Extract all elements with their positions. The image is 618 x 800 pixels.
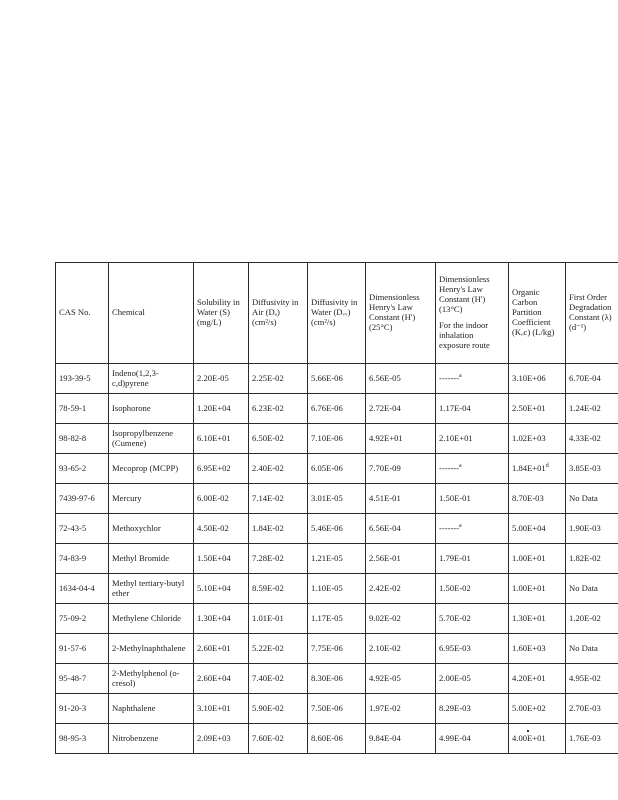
header-degradation: First Order Degradation Constant (λ) (d⁻¹)	[566, 263, 618, 364]
cell-henry-13c	[436, 544, 509, 574]
cell-diffusivity-air-value: 6.23E-02	[252, 402, 284, 413]
cell-cas	[56, 574, 109, 604]
cell-diffusivity-water	[308, 454, 366, 484]
cell-chemical-value: Methylene Chloride	[112, 612, 181, 623]
cell-chemical	[109, 724, 194, 754]
cell-koc	[509, 394, 566, 424]
cell-koc-value: 3.10E+06	[512, 372, 546, 383]
cell-diffusivity-air-value: 1.01E-01	[252, 612, 284, 623]
cell-henry-25c	[366, 424, 436, 454]
cell-chemical	[109, 454, 194, 484]
cell-cas	[56, 664, 109, 694]
cell-henry-25c	[366, 574, 436, 604]
cell-solubility-value: 6.95E+02	[197, 462, 231, 473]
cell-koc-value: 4.20E+01	[512, 672, 546, 683]
cell-diffusivity-water-value: 5.46E-06	[311, 522, 343, 533]
cell-cas	[56, 724, 109, 754]
cell-diffusivity-water	[308, 694, 366, 724]
table-row	[56, 454, 618, 484]
cell-chemical	[109, 544, 194, 574]
cell-degradation	[566, 364, 618, 394]
cell-solubility	[194, 394, 249, 424]
cell-koc-value: 1.84E+01	[512, 462, 546, 473]
cell-henry-13c	[436, 364, 509, 394]
header-koc: Organic Carbon Partition Coefficient (Kₒc) (L/kg)	[509, 263, 566, 364]
cell-diffusivity-water	[308, 604, 366, 634]
cell-henry-25c-value: 4.92E-05	[369, 672, 401, 683]
header-henry-13c-label: Dimensionless Henry's Law Constant (H') (13°C)	[439, 274, 490, 315]
cell-cas-value: 75-09-2	[59, 612, 87, 623]
cell-henry-13c-value: -------	[439, 522, 460, 533]
cell-koc-value: 8.70E-03	[512, 492, 544, 503]
cell-diffusivity-air	[249, 664, 308, 694]
cell-cas-value: 91-20-3	[59, 702, 87, 713]
footnote-marker: a	[459, 373, 462, 380]
cell-degradation-value: 3.85E-03	[569, 462, 601, 473]
cell-cas-value: 193-39-5	[59, 372, 91, 383]
cell-koc-value: 1.02E+03	[512, 432, 546, 443]
cell-solubility-value: 2.20E-05	[197, 372, 229, 383]
cell-degradation-value: 4.33E-02	[569, 432, 601, 443]
table-row	[56, 364, 618, 394]
cell-henry-25c	[366, 514, 436, 544]
cell-diffusivity-air-value: 7.60E-02	[252, 732, 284, 743]
cell-degradation-value: 2.70E-03	[569, 702, 601, 713]
cell-henry-13c	[436, 694, 509, 724]
cell-diffusivity-water-value: 3.01E-05	[311, 492, 343, 503]
cell-koc	[509, 724, 566, 754]
cell-degradation	[566, 544, 618, 574]
footnote-marker: a	[459, 463, 462, 470]
table-row	[56, 484, 618, 514]
cell-henry-13c-value: 1.79E-01	[439, 552, 471, 563]
cell-koc-value: 1.00E+01	[512, 582, 546, 593]
cell-cas	[56, 634, 109, 664]
cell-henry-25c-value: 6.56E-04	[369, 522, 401, 533]
cell-henry-13c-value: 2.00E-05	[439, 672, 471, 683]
cell-solubility-value: 2.60E+04	[197, 672, 231, 683]
header-chemical: Chemical	[109, 263, 194, 364]
cell-chemical	[109, 514, 194, 544]
cell-henry-13c-value: 1.17E-04	[439, 402, 471, 413]
cell-diffusivity-air-value: 8.59E-02	[252, 582, 284, 593]
cell-cas	[56, 604, 109, 634]
cell-diffusivity-air	[249, 514, 308, 544]
cell-henry-13c	[436, 484, 509, 514]
cell-solubility-value: 2.60E+01	[197, 642, 231, 653]
cell-diffusivity-water-value: 7.10E-06	[311, 432, 343, 443]
cell-degradation	[566, 634, 618, 664]
cell-degradation	[566, 484, 618, 514]
cell-diffusivity-air	[249, 364, 308, 394]
cell-solubility	[194, 514, 249, 544]
cell-solubility	[194, 574, 249, 604]
cell-koc-value: 1.30E+01	[512, 612, 546, 623]
cell-diffusivity-air-value: 1.84E-02	[252, 522, 284, 533]
table-row	[56, 544, 618, 574]
cell-henry-25c-value: 7.70E-09	[369, 462, 401, 473]
cell-degradation	[566, 574, 618, 604]
cell-koc	[509, 514, 566, 544]
header-henry-13c-note: For the indoor inhalation exposure route	[439, 319, 490, 350]
cell-koc	[509, 544, 566, 574]
cell-henry-13c-value: -------	[439, 372, 460, 383]
cell-chemical-value: Naphthalene	[112, 702, 156, 713]
cell-henry-13c	[436, 634, 509, 664]
cell-diffusivity-air	[249, 724, 308, 754]
cell-solubility	[194, 364, 249, 394]
table-row	[56, 694, 618, 724]
table-row	[56, 724, 618, 754]
cell-chemical-value: Isopropylbenzene (Cumene)	[112, 427, 174, 448]
cell-degradation-value: 6.70E-04	[569, 372, 601, 383]
stray-mark	[527, 730, 529, 732]
cell-henry-25c-value: 9.02E-02	[369, 612, 401, 623]
cell-solubility	[194, 724, 249, 754]
cell-chemical-value: Methoxychlor	[112, 522, 161, 533]
cell-degradation	[566, 454, 618, 484]
cell-henry-25c-value: 1.97E-02	[369, 702, 401, 713]
cell-henry-25c	[366, 694, 436, 724]
cell-degradation	[566, 604, 618, 634]
cell-diffusivity-water	[308, 424, 366, 454]
cell-degradation	[566, 694, 618, 724]
cell-henry-25c-value: 2.72E-04	[369, 402, 401, 413]
cell-solubility	[194, 694, 249, 724]
cell-henry-25c-value: 4.92E+01	[369, 432, 403, 443]
cell-solubility-value: 1.50E+04	[197, 552, 231, 563]
cell-henry-25c-value: 4.51E-01	[369, 492, 401, 503]
cell-diffusivity-water-value: 8.60E-06	[311, 732, 343, 743]
cell-solubility-value: 1.20E+04	[197, 402, 231, 413]
cell-henry-25c-value: 6.56E-05	[369, 372, 401, 383]
cell-cas	[56, 514, 109, 544]
cell-henry-13c	[436, 514, 509, 544]
cell-chemical	[109, 394, 194, 424]
cell-diffusivity-water-value: 6.76E-06	[311, 402, 343, 413]
cell-diffusivity-water-value: 1.17E-05	[311, 612, 343, 623]
cell-diffusivity-air-value: 7.40E-02	[252, 672, 284, 683]
cell-diffusivity-air	[249, 634, 308, 664]
cell-diffusivity-air-value: 7.28E-02	[252, 552, 284, 563]
cell-diffusivity-water-value: 6.05E-06	[311, 462, 343, 473]
cell-henry-13c-value: 2.10E+01	[439, 432, 473, 443]
cell-henry-13c	[436, 664, 509, 694]
cell-koc	[509, 454, 566, 484]
cell-diffusivity-air	[249, 574, 308, 604]
cell-henry-25c	[366, 724, 436, 754]
cell-koc-value: 2.50E+01	[512, 402, 546, 413]
cell-cas-value: 98-95-3	[59, 732, 87, 743]
cell-degradation-value: No Data	[569, 492, 598, 503]
cell-koc	[509, 364, 566, 394]
cell-henry-25c	[366, 394, 436, 424]
header-henry-25c: Dimensionless Henry's Law Constant (H') (25°C)	[366, 263, 436, 364]
cell-henry-13c-value: 4.99E-04	[439, 732, 471, 743]
cell-koc-value: 1.00E+01	[512, 552, 546, 563]
cell-cas	[56, 544, 109, 574]
cell-cas-value: 1634-04-4	[59, 582, 95, 593]
cell-henry-25c	[366, 484, 436, 514]
header-cas: CAS No.	[56, 263, 109, 364]
footnote-marker: a	[459, 523, 462, 530]
cell-solubility	[194, 664, 249, 694]
header-diffusivity-air: Diffusivity in Air (Dₐ) (cm²/s)	[249, 263, 308, 364]
cell-koc-value: 1.60E+03	[512, 642, 546, 653]
table-row	[56, 574, 618, 604]
cell-solubility	[194, 484, 249, 514]
cell-henry-13c-value: 1.50E-01	[439, 492, 471, 503]
cell-chemical	[109, 604, 194, 634]
cell-diffusivity-water-value: 1.10E-05	[311, 582, 343, 593]
cell-solubility	[194, 544, 249, 574]
cell-henry-13c	[436, 724, 509, 754]
cell-cas-value: 74-83-9	[59, 552, 87, 563]
cell-diffusivity-water	[308, 364, 366, 394]
header-solubility: Solubility in Water (S) (mg/L)	[194, 263, 249, 364]
cell-diffusivity-air-value: 6.50E-02	[252, 432, 284, 443]
cell-cas	[56, 454, 109, 484]
cell-koc	[509, 634, 566, 664]
cell-chemical-value: 2-Methylnaphthalene	[112, 642, 186, 653]
cell-cas	[56, 694, 109, 724]
cell-solubility	[194, 604, 249, 634]
chemical-properties-table	[55, 262, 618, 754]
cell-henry-25c	[366, 604, 436, 634]
cell-diffusivity-air	[249, 484, 308, 514]
cell-diffusivity-water	[308, 514, 366, 544]
cell-diffusivity-air	[249, 544, 308, 574]
cell-cas-value: 93-65-2	[59, 462, 87, 473]
cell-henry-13c-value: 8.29E-03	[439, 702, 471, 713]
cell-solubility-value: 3.10E+01	[197, 702, 231, 713]
cell-koc	[509, 694, 566, 724]
cell-chemical	[109, 484, 194, 514]
cell-chemical	[109, 634, 194, 664]
cell-cas	[56, 394, 109, 424]
cell-henry-13c	[436, 394, 509, 424]
cell-diffusivity-water-value: 1.21E-05	[311, 552, 343, 563]
cell-solubility-value: 2.09E+03	[197, 732, 231, 743]
cell-diffusivity-air-value: 2.40E-02	[252, 462, 284, 473]
table-row	[56, 634, 618, 664]
cell-koc	[509, 574, 566, 604]
cell-degradation-value: 1.76E-03	[569, 732, 601, 743]
table-row	[56, 424, 618, 454]
cell-henry-13c	[436, 454, 509, 484]
cell-koc-value: 5.00E+02	[512, 702, 546, 713]
cell-chemical-value: Isophorone	[112, 402, 151, 413]
table-row	[56, 394, 618, 424]
cell-degradation-value: 1.24E-02	[569, 402, 601, 413]
cell-chemical-value: Indeno(1,2,3-c,d)pyrene	[112, 367, 159, 388]
cell-diffusivity-water	[308, 394, 366, 424]
cell-degradation-value: No Data	[569, 582, 598, 593]
cell-degradation-value: 1.20E-02	[569, 612, 601, 623]
cell-diffusivity-air	[249, 694, 308, 724]
cell-diffusivity-water	[308, 574, 366, 604]
cell-degradation	[566, 394, 618, 424]
cell-degradation-value: No Data	[569, 642, 598, 653]
table-body	[56, 364, 618, 754]
cell-degradation-value: 1.82E-02	[569, 552, 601, 563]
cell-degradation	[566, 514, 618, 544]
cell-solubility	[194, 634, 249, 664]
cell-chemical-value: Mercury	[112, 492, 142, 503]
cell-diffusivity-water-value: 7.50E-06	[311, 702, 343, 713]
cell-chemical-value: 2-Methylphenol (o-cresol)	[112, 667, 180, 688]
cell-chemical-value: Nitrobenzene	[112, 732, 159, 743]
cell-henry-13c-value: -------	[439, 462, 460, 473]
cell-henry-13c	[436, 604, 509, 634]
cell-henry-25c-value: 2.42E-02	[369, 582, 401, 593]
cell-diffusivity-water	[308, 544, 366, 574]
cell-cas	[56, 424, 109, 454]
cell-henry-25c-value: 2.10E-02	[369, 642, 401, 653]
table-row	[56, 604, 618, 634]
cell-diffusivity-water	[308, 664, 366, 694]
cell-diffusivity-water	[308, 634, 366, 664]
cell-cas-value: 78-59-1	[59, 402, 87, 413]
cell-henry-13c-value: 5.70E-02	[439, 612, 471, 623]
cell-solubility-value: 4.50E-02	[197, 522, 229, 533]
cell-henry-25c	[366, 364, 436, 394]
cell-koc	[509, 424, 566, 454]
cell-cas-value: 91-57-6	[59, 642, 87, 653]
cell-chemical	[109, 694, 194, 724]
cell-diffusivity-water	[308, 484, 366, 514]
cell-diffusivity-air	[249, 604, 308, 634]
header-diffusivity-water: Diffusivity in Water (Dᵥᵥ) (cm²/s)	[308, 263, 366, 364]
cell-cas-value: 72-43-5	[59, 522, 87, 533]
cell-henry-25c	[366, 454, 436, 484]
cell-degradation-value: 1.90E-03	[569, 522, 601, 533]
table-row	[56, 664, 618, 694]
cell-cas-value: 95-48-7	[59, 672, 87, 683]
cell-diffusivity-air	[249, 424, 308, 454]
header-henry-13c	[436, 263, 509, 364]
cell-koc-value: 4.00E+01	[512, 732, 546, 743]
cell-chemical-value: Methyl tertiary-butyl ether	[112, 577, 185, 598]
cell-diffusivity-air	[249, 394, 308, 424]
cell-koc	[509, 604, 566, 634]
cell-henry-25c-value: 2.56E-01	[369, 552, 401, 563]
cell-koc-value: 5.00E+04	[512, 522, 546, 533]
cell-diffusivity-water-value: 5.66E-06	[311, 372, 343, 383]
cell-henry-13c	[436, 574, 509, 604]
cell-solubility-value: 5.10E+04	[197, 582, 231, 593]
cell-diffusivity-water-value: 8.30E-06	[311, 672, 343, 683]
table-row	[56, 514, 618, 544]
cell-degradation	[566, 664, 618, 694]
cell-cas-value: 7439-97-6	[59, 492, 95, 503]
cell-degradation	[566, 424, 618, 454]
cell-chemical	[109, 664, 194, 694]
cell-diffusivity-water-value: 7.75E-06	[311, 642, 343, 653]
cell-solubility	[194, 424, 249, 454]
cell-henry-13c-value: 6.95E-03	[439, 642, 471, 653]
cell-diffusivity-air-value: 2.25E-02	[252, 372, 284, 383]
cell-diffusivity-air	[249, 454, 308, 484]
cell-cas-value: 98-82-8	[59, 432, 87, 443]
cell-chemical	[109, 574, 194, 604]
cell-degradation	[566, 724, 618, 754]
cell-koc	[509, 484, 566, 514]
cell-solubility	[194, 454, 249, 484]
cell-chemical-value: Mecoprop (MCPP)	[112, 462, 179, 473]
cell-diffusivity-air-value: 5.22E-02	[252, 642, 284, 653]
cell-henry-13c-value: 1.50E-02	[439, 582, 471, 593]
cell-solubility-value: 6.10E+01	[197, 432, 231, 443]
cell-cas	[56, 364, 109, 394]
cell-henry-25c	[366, 544, 436, 574]
cell-koc	[509, 664, 566, 694]
cell-solubility-value: 1.30E+04	[197, 612, 231, 623]
footnote-marker: d	[545, 463, 549, 470]
cell-diffusivity-air-value: 5.90E-02	[252, 702, 284, 713]
cell-chemical	[109, 424, 194, 454]
header-row	[56, 263, 618, 364]
cell-henry-13c	[436, 424, 509, 454]
cell-solubility-value: 6.00E-02	[197, 492, 229, 503]
chemical-properties-table-container	[55, 262, 618, 754]
cell-diffusivity-air-value: 7.14E-02	[252, 492, 284, 503]
cell-chemical-value: Methyl Bromide	[112, 552, 170, 563]
cell-chemical	[109, 364, 194, 394]
cell-degradation-value: 4.95E-02	[569, 672, 601, 683]
cell-henry-25c	[366, 634, 436, 664]
cell-cas	[56, 484, 109, 514]
cell-diffusivity-water	[308, 724, 366, 754]
cell-henry-25c	[366, 664, 436, 694]
cell-henry-25c-value: 9.84E-04	[369, 732, 401, 743]
